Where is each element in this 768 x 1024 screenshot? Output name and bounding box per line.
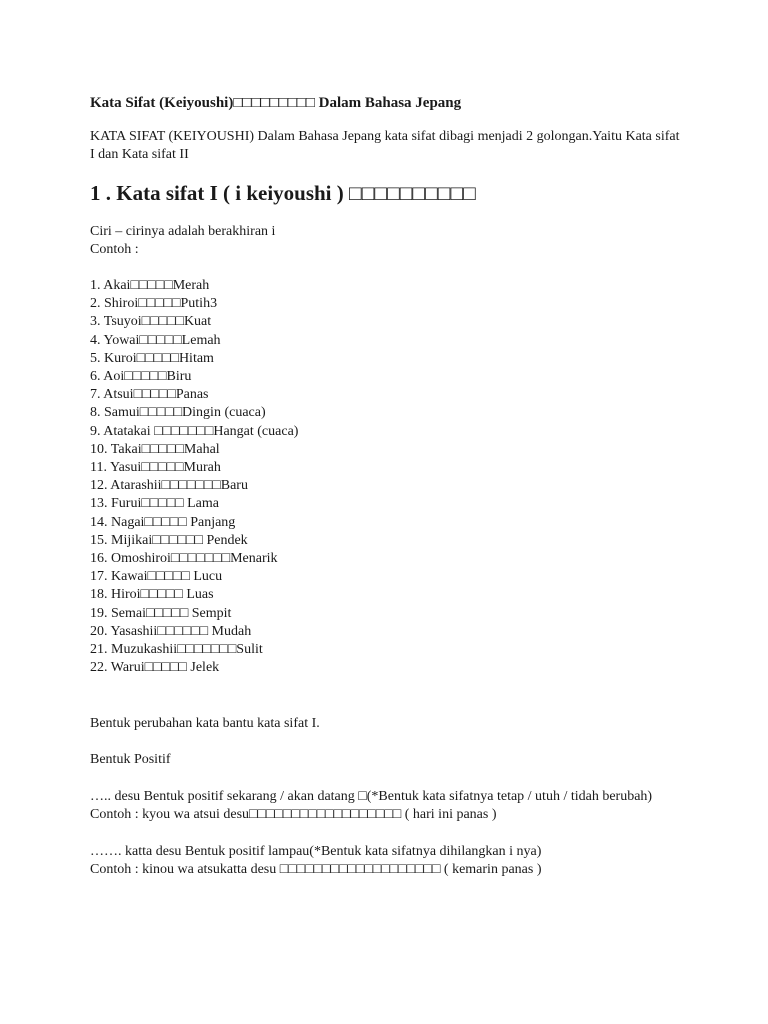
list-item: 13. Furui□□□□□ Lama [90,496,219,512]
intro-paragraph: KATA SIFAT (KEIYOUSHI) Dalam Bahasa Jepang kata sifat dibagi menjadi 2 golongan.Yaitu Kata sifat I dan Kata sifat II [90,129,680,162]
document-title: Kata Sifat (Keiyoushi)□□□□□□□□□ Dalam Bahasa Jepang [90,95,462,111]
contoh-sentence-2: Contoh : kinou wa atsukatta desu □□□□□□□□□□□□□□□□□□□ ( kemarin panas ) [90,862,542,878]
list-item: 4. Yowai□□□□□Lemah [90,332,221,348]
list-item: 21. Muzukashii□□□□□□□Sulit [90,642,263,658]
list-item: 8. Samui□□□□□Dingin (cuaca) [90,405,266,421]
list-item: 1. Akai□□□□□Merah [90,278,210,293]
list-item: 12. Atarashii□□□□□□□Baru [90,478,248,494]
list-item: 19. Semai□□□□□ Sempit [90,605,232,621]
list-item: 3. Tsuyoi□□□□□Kuat [90,314,212,330]
contoh-label: Contoh : [90,242,139,257]
list-item: 22. Warui□□□□□ Jelek [90,660,220,676]
list-item: 15. Mijikai□□□□□□ Pendek [90,532,248,548]
contoh-sentence-1: Contoh : kyou wa atsui desu□□□□□□□□□□□□□□□□□□ ( hari ini panas ) [90,807,497,823]
bentuk-positif-label: Bentuk Positif [90,752,171,768]
list-item: 11. Yasui□□□□□Murah [90,460,221,476]
list-item: 2. Shiroi□□□□□Putih3 [90,296,218,312]
list-item: 9. Atatakai □□□□□□□Hangat (cuaca) [90,423,299,439]
document-page [90,94,690,879]
katta-explanation: ……. katta desu Bentuk positif lampau(*Bentuk kata sifatnya dihilangkan i nya) [90,844,542,860]
list-item: 10. Takai□□□□□Mahal [90,441,220,457]
list-item: 6. Aoi□□□□□Biru [90,369,192,385]
section-heading-kata-sifat-i: 1 . Kata sifat I ( i keiyoushi ) □□□□□□□□□□ [90,181,476,205]
list-item: 16. Omoshiroi□□□□□□□Menarik [90,551,278,567]
list-item: 5. Kuroi□□□□□Hitam [90,350,214,366]
ciri-text: Ciri – cirinya adalah berakhiran i [90,224,276,239]
ciri-block [90,223,690,259]
list-item: 14. Nagai□□□□□ Panjang [90,514,236,530]
examples-list [90,277,690,677]
list-item: 20. Yasashii□□□□□□ Mudah [90,623,252,639]
list-item: 18. Hiroi□□□□□ Luas [90,587,214,603]
perubahan-text: Bentuk perubahan kata bantu kata sifat I. [90,716,320,732]
desu-explanation: ….. desu Bentuk positif sekarang / akan datang □(*Bentuk kata sifatnya tetap / utuh / tidah berubah) [90,789,653,805]
list-item: 17. Kawai□□□□□ Lucu [90,569,223,585]
list-item: 7. Atsui□□□□□Panas [90,387,209,403]
